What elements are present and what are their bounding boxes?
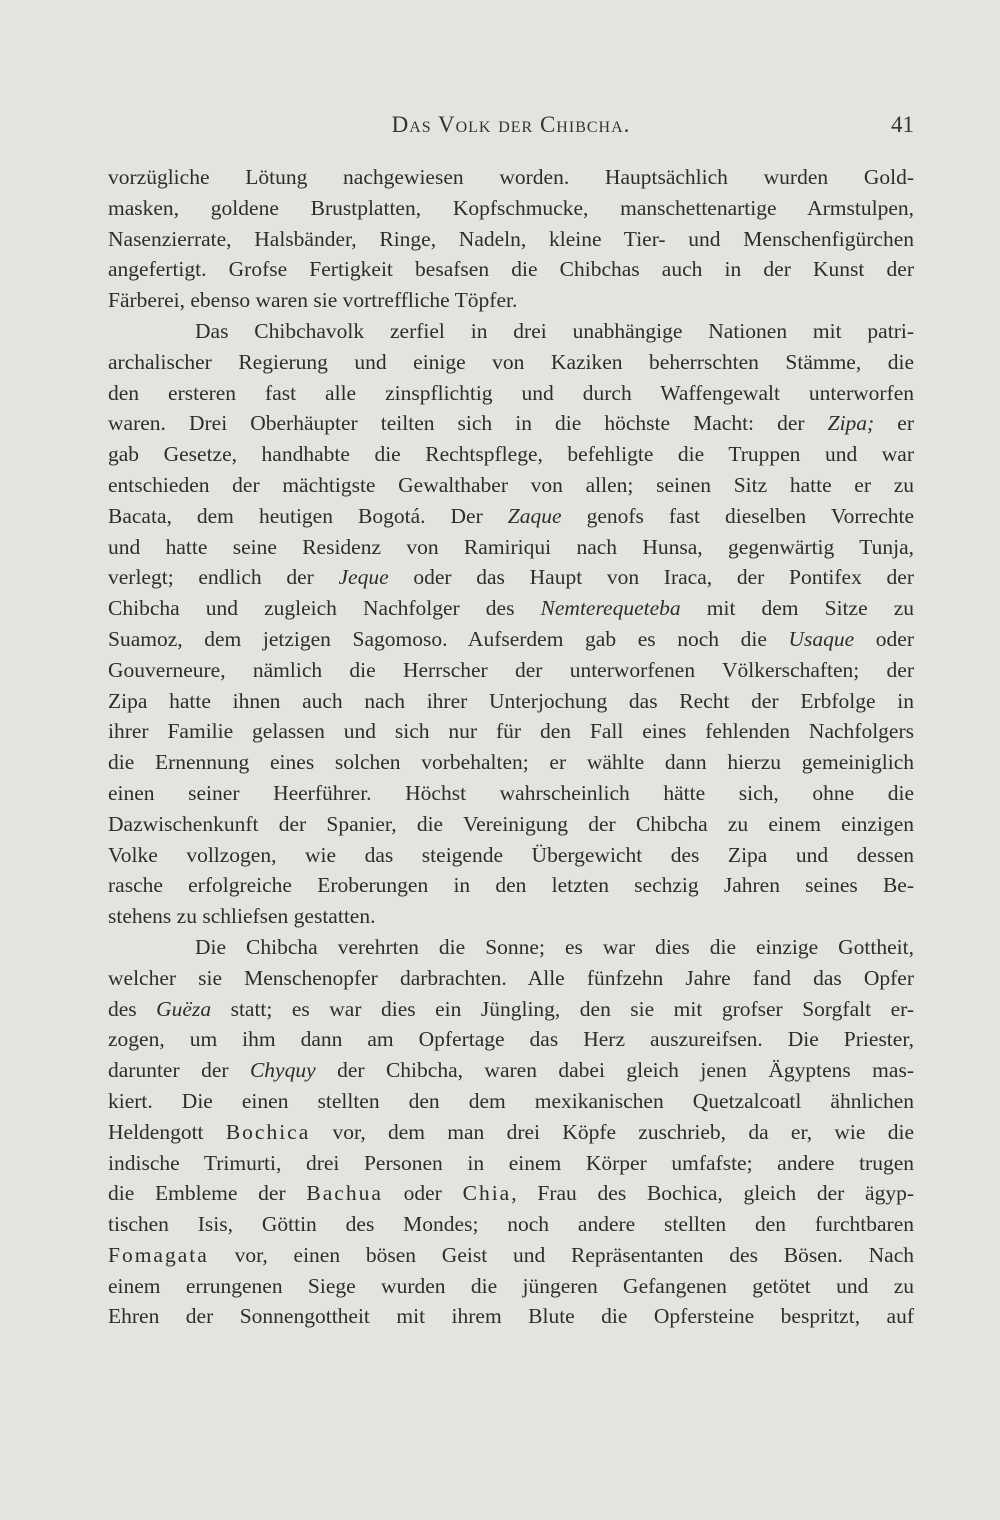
text-run: oder (854, 626, 914, 651)
text-line (108, 778, 914, 809)
italic-term: Guëza (156, 996, 212, 1021)
text-run: welcher sie Menschenopfer darbrachten. Alle fünfzehn Jahre fand das Opfer (108, 965, 914, 990)
text-run: vor, dem man drei Köpfe zuschrieb, da er, wie die (310, 1119, 914, 1144)
text-line (108, 1024, 914, 1055)
italic-term: Chyquy (249, 1058, 316, 1083)
text-run: indische Trimurti, drei Personen in einem Körper umfafste; andere trugen (108, 1150, 914, 1175)
text-run: Nasenzierrate, Halsbänder, Ringe, Nadeln, kleine Tier- und Menschenfigürchen (108, 226, 914, 251)
text-run: masken, goldene Brustplatten, Kopfschmucke, manschettenartige Armstulpen, (108, 195, 914, 220)
text-line (108, 870, 914, 901)
text-run: genofs fast dieselben Vorrechte (561, 503, 914, 528)
text-run: zogen, um ihm dann am Opfertage das Herz auszureifsen. Die Priester, (108, 1027, 914, 1052)
text-run: archalischer Regierung und einige von Kaziken beherrschten Stämme, die (108, 349, 914, 374)
spaced-name: Bachua (306, 1181, 383, 1206)
text-run: Dazwischenkunft der Spanier, die Vereinigung der Chibcha zu einem einzigen (108, 811, 914, 836)
text-line (108, 224, 914, 255)
text-run: die Ernennung eines solchen vorbehalten; er wählte dann hierzu gemeiniglich (108, 750, 914, 775)
text-run: und hatte seine Residenz von Ramiriqui nach Hunsa, gegenwärtig Tunja, (108, 534, 914, 559)
text-line (108, 1117, 914, 1148)
text-line (108, 1178, 914, 1209)
italic-term: Jeque (338, 565, 389, 590)
body-text (108, 162, 914, 1332)
text-line (108, 1271, 914, 1302)
text-run: einen seiner Heerführer. Höchst wahrscheinlich hätte sich, ohne die (108, 780, 914, 805)
text-line (108, 1301, 914, 1332)
text-run: des (108, 996, 157, 1021)
text-line (108, 285, 914, 316)
text-line (108, 963, 914, 994)
running-title: Das Volk der Chibcha. (391, 112, 631, 137)
text-line (108, 347, 914, 378)
text-run: gab Gesetze, handhabte die Rechtspflege, befehligte die Truppen und war (108, 442, 914, 467)
text-line (108, 840, 914, 871)
text-run: oder (382, 1181, 463, 1206)
text-line (108, 686, 914, 717)
text-run: darunter der (108, 1058, 250, 1083)
text-run: oder das Haupt von Iraca, der Pontifex der (388, 565, 914, 590)
text-line (108, 1240, 914, 1271)
text-run: Bacata, dem heutigen Bogotá. Der (108, 503, 508, 528)
text-run: vor, einen bösen Geist und Repräsentanten des Bösen. Nach (208, 1242, 914, 1267)
italic-term: Nemterequeteba (540, 596, 681, 621)
text-run: angefertigt. Grofse Fertigkeit besafsen die Chibchas auch in der Kunst der (108, 257, 914, 282)
text-run: tischen Isis, Göttin des Mondes; noch andere stellten den furchtbaren (108, 1212, 914, 1237)
text-line (108, 378, 914, 409)
text-line (108, 316, 914, 347)
text-line (108, 162, 914, 193)
italic-term: Zipa; (827, 411, 875, 436)
text-line (108, 254, 914, 285)
text-run: Suamoz, dem jetzigen Sagomoso. Aufserdem gab es noch die (108, 626, 789, 651)
text-run: einem errungenen Siege wurden die jüngeren Gefangenen getötet und zu (108, 1273, 914, 1298)
text-run: statt; es war dies ein Jüngling, den sie mit grofser Sorgfalt er- (211, 996, 914, 1021)
text-line (108, 193, 914, 224)
text-line (108, 1148, 914, 1179)
spaced-name: Chia (462, 1181, 512, 1206)
text-run: Das Chibchavolk zerfiel in drei unabhängige Nationen mit patri- (195, 318, 914, 343)
text-line (108, 932, 914, 963)
text-line (108, 470, 914, 501)
text-run: stehens zu schliefsen gestatten. (108, 904, 376, 929)
text-run: waren. Drei Oberhäupter teilten sich in die höchste Macht: der (108, 411, 828, 436)
italic-term: Zaque (507, 503, 562, 528)
text-line (108, 901, 914, 932)
text-run: kiert. Die einen stellten den dem mexikanischen Quetzalcoatl ähnlichen (108, 1088, 914, 1113)
running-head (108, 112, 914, 146)
text-line (108, 1086, 914, 1117)
text-line (108, 532, 914, 563)
text-run: Färberei, ebenso waren sie vortreffliche Töpfer. (108, 288, 518, 313)
text-line (108, 624, 914, 655)
text-line (108, 747, 914, 778)
italic-term: Usaque (788, 626, 855, 651)
text-run: Heldengott (108, 1119, 226, 1144)
text-run: der Chibcha, waren dabei gleich jenen Ägyptens mas- (315, 1058, 914, 1083)
text-run: Die Chibcha verehrten die Sonne; es war dies die einzige Gottheit, (195, 934, 914, 959)
text-line (108, 655, 914, 686)
text-run: Volke vollzogen, wie das steigende Übergewicht des Zipa und dessen (108, 842, 914, 867)
text-line (108, 1209, 914, 1240)
text-line (108, 1055, 914, 1086)
text-run: vorzügliche Lötung nachgewiesen worden. Hauptsächlich wurden Gold- (108, 165, 914, 189)
text-run: Zipa hatte ihnen auch nach ihrer Unterjochung das Recht der Erbfolge in (108, 688, 914, 713)
spaced-name: Fomagata (108, 1242, 209, 1267)
text-line (108, 562, 914, 593)
text-line (108, 439, 914, 470)
text-run: den ersteren fast alle zinspflichtig und durch Waffengewalt unterworfen (108, 380, 914, 405)
text-run: Chibcha und zugleich Nachfolger des (108, 596, 541, 621)
text-run: ihrer Familie gelassen und sich nur für den Fall eines fehlenden Nachfolgers (108, 719, 914, 744)
text-run: er (874, 411, 914, 436)
spaced-name: Bochica (225, 1119, 311, 1144)
text-line (108, 501, 914, 532)
text-line (108, 809, 914, 840)
text-run: rasche erfolgreiche Eroberungen in den letzten sechzig Jahren seines Be- (108, 873, 914, 898)
text-run: , Frau des Bochica, gleich der ägyp- (511, 1181, 915, 1206)
text-line (108, 408, 914, 439)
text-line (108, 716, 914, 747)
text-run: Gouverneure, nämlich die Herrscher der unterworfenen Völkerschaften; der (108, 657, 914, 682)
text-run: entschieden der mächtigste Gewalthaber von allen; seinen Sitz hatte er zu (108, 472, 914, 497)
page-number: 41 (891, 112, 914, 137)
text-run: die Embleme der (108, 1181, 307, 1206)
text-run: mit dem Sitze zu (680, 596, 914, 621)
text-line (108, 994, 914, 1025)
text-line (108, 593, 914, 624)
text-run: Ehren der Sonnengottheit mit ihrem Blute die Opfersteine bespritzt, auf (108, 1304, 914, 1329)
text-run: verlegt; endlich der (108, 565, 339, 590)
